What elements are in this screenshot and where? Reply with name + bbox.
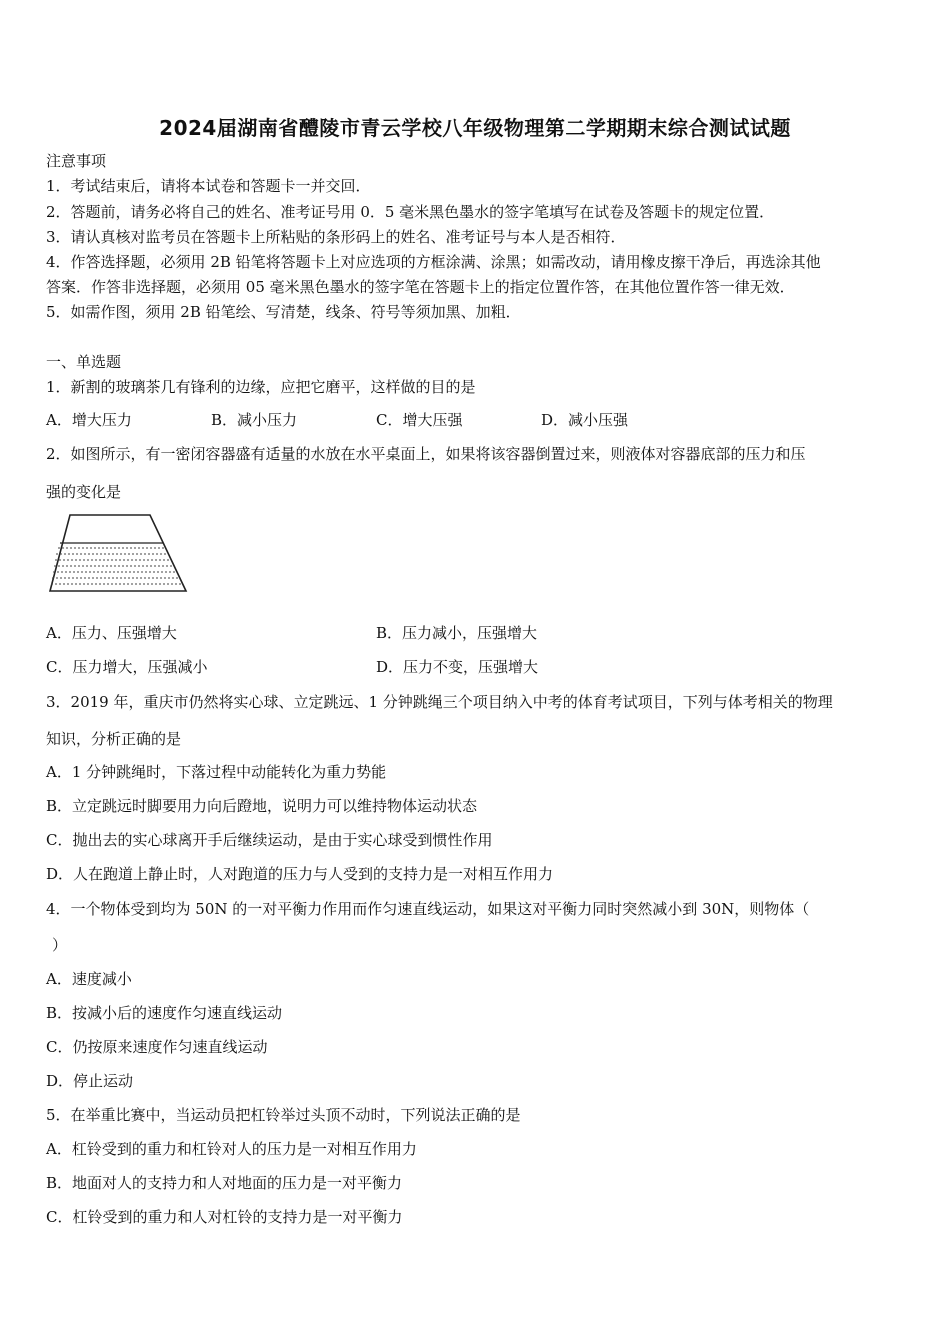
q2-option-d: D．压力不变，压强增大 — [376, 658, 539, 676]
section-heading: 一、单选题 — [46, 353, 122, 371]
notice-item: 5．如需作图，须用 2B 铅笔绘、写清楚，线条、符号等须加黑、加粗． — [46, 303, 521, 321]
q5-option-b: B．地面对人的支持力和人对地面的压力是一对平衡力 — [46, 1174, 403, 1192]
question-3-stem: 3．2019 年，重庆市仍然将实心球、立定跳远、1 分钟跳绳三个项目纳入中考的体育考试项目，下列与体考相关的物理 — [46, 693, 833, 711]
q3-option-c: C．抛出去的实心球离开手后继续运动，是由于实心球受到惯性作用 — [46, 831, 493, 849]
container-figure — [46, 513, 191, 595]
question-1-stem: 1．新割的玻璃茶几有锋利的边缘，应把它磨平，这样做的目的是 — [46, 378, 476, 396]
question-2-stem: 2．如图所示，有一密闭容器盛有适量的水放在水平桌面上，如果将该容器倒置过来，则液体对容器底部的压力和压 — [46, 445, 806, 463]
q1-option-b: B．减小压力 — [211, 411, 298, 429]
q2-option-c: C．压力增大，压强减小 — [46, 658, 208, 676]
q1-option-c: C．增大压强 — [376, 411, 463, 429]
q3-option-b: B．立定跳远时脚要用力向后蹬地，说明力可以维持物体运动状态 — [46, 797, 478, 815]
q4-option-a: A．速度减小 — [46, 970, 132, 988]
notice-item: 4．作答选择题，必须用 2B 铅笔将答题卡上对应选项的方框涂满、涂黑；如需改动，请用橡皮擦干净后，再选涂其他 — [46, 253, 821, 271]
q2-option-a: A．压力、压强增大 — [46, 624, 177, 642]
q5-option-a: A．杠铃受到的重力和杠铃对人的压力是一对相互作用力 — [46, 1140, 417, 1158]
page-title: 2024届湖南省醴陵市青云学校八年级物理第二学期期末综合测试试题 — [159, 116, 791, 140]
question-4-stem-cont: ） — [52, 936, 68, 954]
q3-option-d: D．人在跑道上静止时，人对跑道的压力与人受到的支持力是一对相互作用力 — [46, 865, 554, 883]
q5-option-c: C．杠铃受到的重力和人对杠铃的支持力是一对平衡力 — [46, 1208, 403, 1226]
q2-option-b: B．压力减小，压强增大 — [376, 624, 538, 642]
q4-option-d: D．停止运动 — [46, 1072, 134, 1090]
q1-option-a: A．增大压力 — [46, 411, 132, 429]
notice-item: 3．请认真核对监考员在答题卡上所粘贴的条形码上的姓名、准考证号与本人是否相符． — [46, 228, 626, 246]
notice-item: 答案．作答非选择题，必须用 05 毫米黑色墨水的签字笔在答题卡上的指定位置作答，在其他位置作答一律无效． — [46, 278, 795, 296]
question-4-stem: 4．一个物体受到均为 50N 的一对平衡力作用而作匀速直线运动，如果这对平衡力同时突然减小到 30N，则物体（ — [46, 900, 810, 918]
question-5-stem: 5．在举重比赛中，当运动员把杠铃举过头顶不动时，下列说法正确的是 — [46, 1106, 521, 1124]
q4-option-c: C．仍按原来速度作匀速直线运动 — [46, 1038, 268, 1056]
q3-option-a: A．1 分钟跳绳时，下落过程中动能转化为重力势能 — [46, 763, 387, 781]
trapezoid-container-icon — [50, 515, 186, 591]
question-2-stem-cont: 强的变化是 — [46, 483, 122, 501]
notice-heading: 注意事项 — [46, 152, 107, 170]
q1-option-d: D．减小压强 — [541, 411, 629, 429]
q4-option-b: B．按减小后的速度作匀速直线运动 — [46, 1004, 283, 1022]
notice-item: 2．答题前，请务必将自己的姓名、准考证号用 0．5 毫米黑色墨水的签字笔填写在试卷及答题卡的规定位置． — [46, 203, 775, 221]
question-3-stem-cont: 知识，分析正确的是 — [46, 730, 182, 748]
notice-item: 1．考试结束后，请将本试卷和答题卡一并交回． — [46, 177, 371, 195]
